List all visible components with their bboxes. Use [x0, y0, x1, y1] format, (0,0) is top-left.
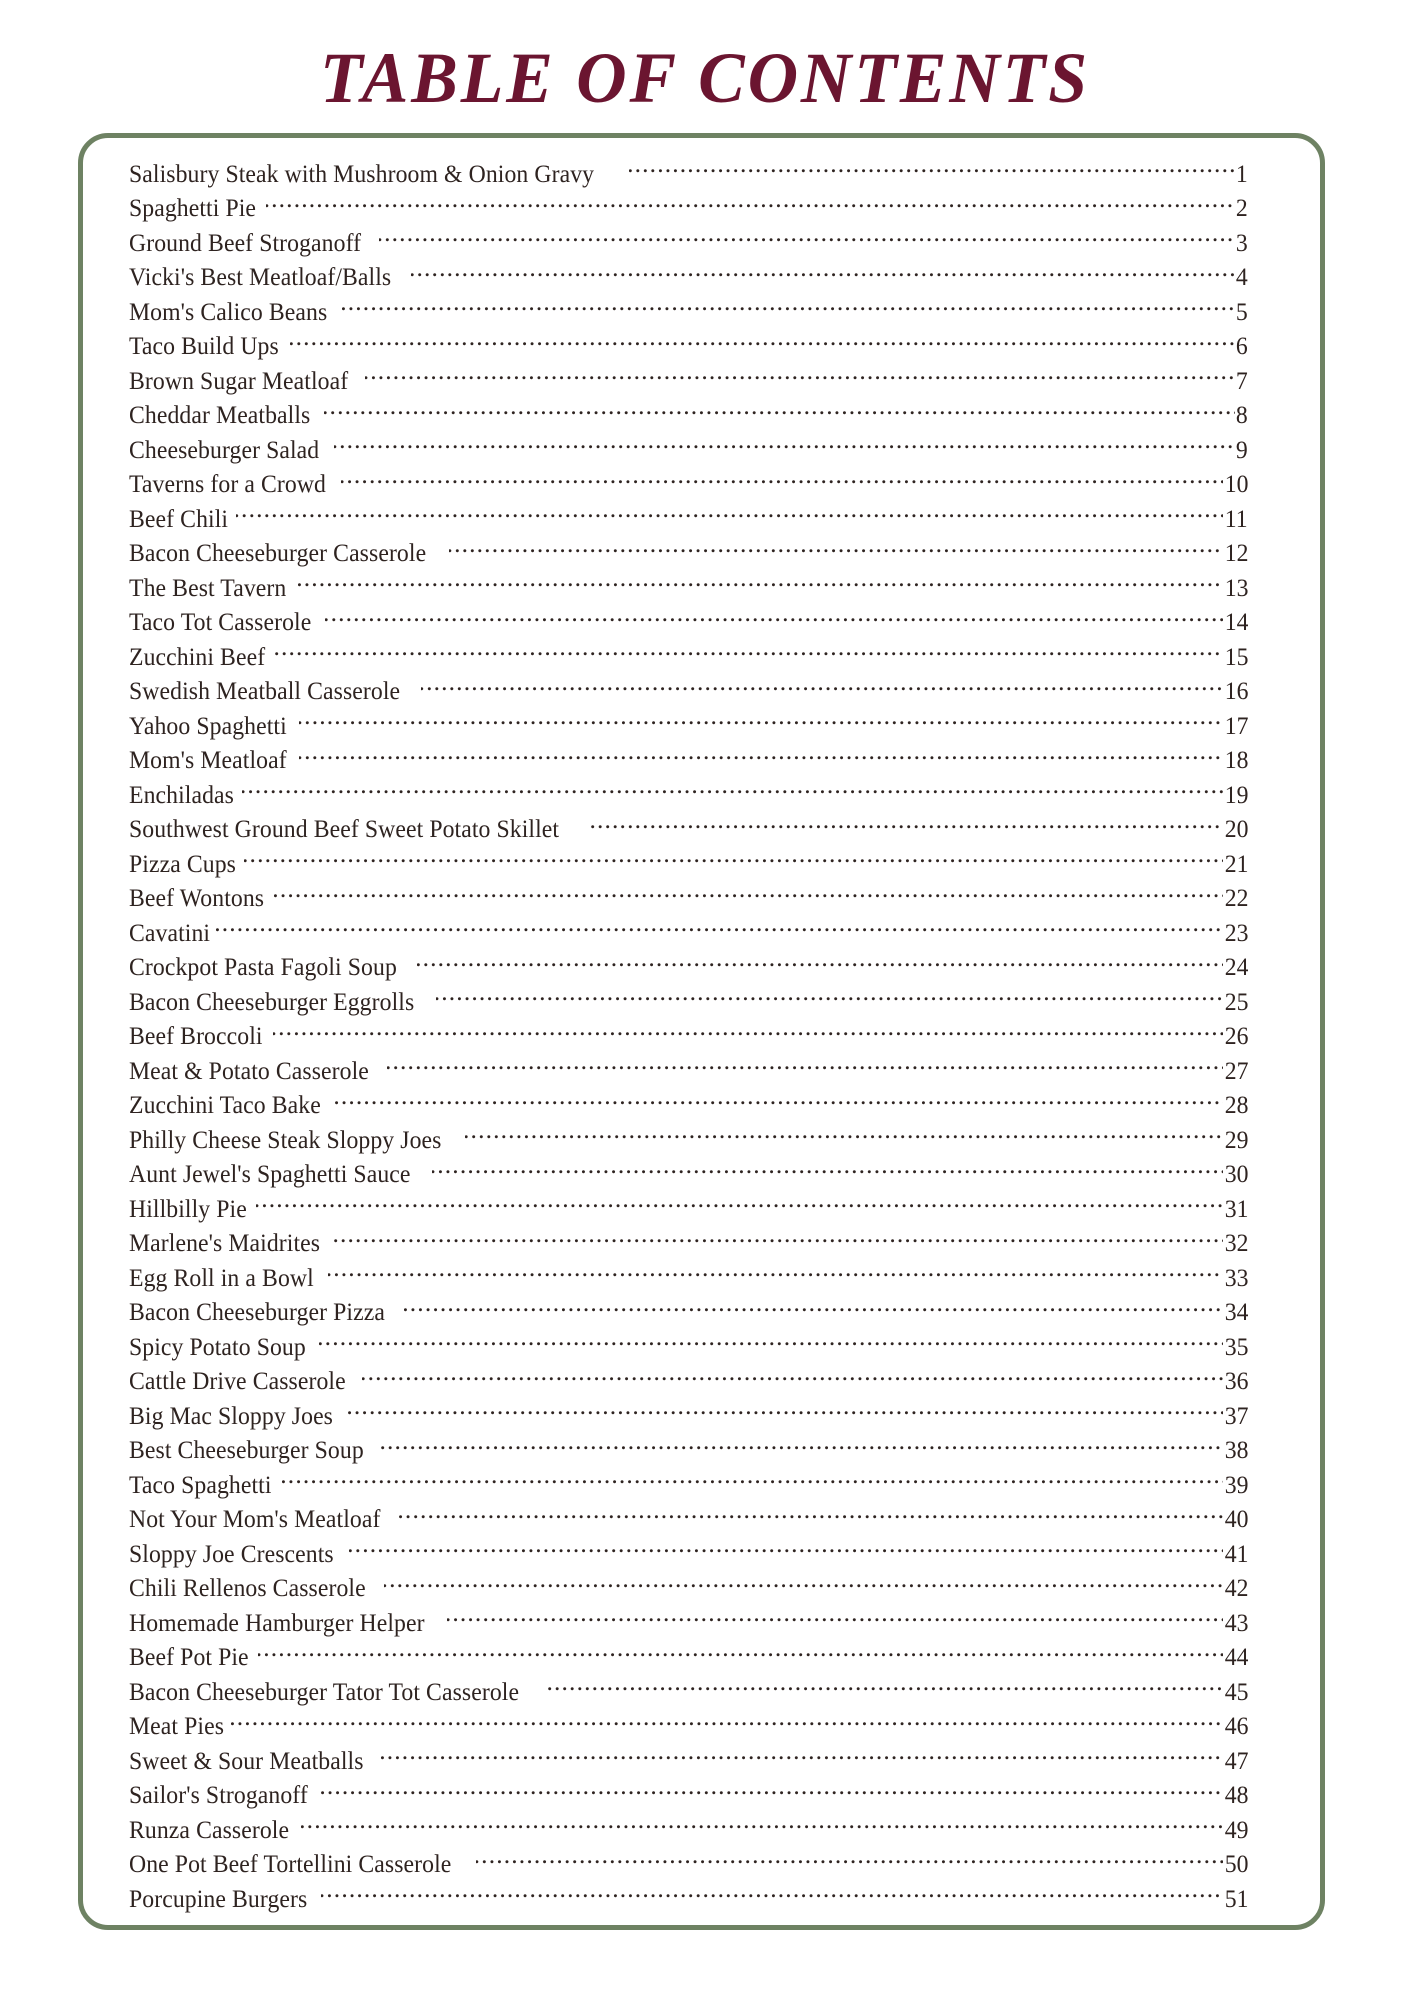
toc-entry[interactable]: [129, 225, 1248, 260]
toc-entry-page-number: 47: [1224, 1745, 1248, 1775]
toc-entry-title: Not Your Mom's Meatloaf: [129, 1504, 381, 1533]
toc-leader-dots: [328, 1260, 1223, 1286]
toc-entry-title: Big Mac Sloppy Joes: [129, 1400, 334, 1430]
toc-entry[interactable]: [129, 1502, 1248, 1537]
toc-leader-dots: [231, 1709, 1222, 1735]
toc-entry[interactable]: [129, 1019, 1248, 1054]
toc-entry[interactable]: [129, 1433, 1248, 1468]
toc-entry-title: Spicy Potato Soup: [129, 1331, 306, 1361]
toc-entry-title: Ground Beef Stroganoff: [129, 227, 362, 257]
toc-entry-page-number: 3: [1236, 227, 1248, 257]
toc-entry[interactable]: [129, 329, 1248, 364]
toc-entry-title: Cheeseburger Salad: [129, 434, 320, 464]
toc-leader-dots: [335, 1088, 1222, 1114]
toc-entry-page-number: 34: [1224, 1297, 1248, 1326]
toc-entry[interactable]: [129, 501, 1248, 536]
toc-entry-page-number: 30: [1224, 1159, 1248, 1188]
toc-leader-dots: [319, 1329, 1222, 1355]
toc-entry[interactable]: [129, 1536, 1248, 1571]
toc-entry-title: Beef Pot Pie: [129, 1642, 249, 1671]
toc-entry-page-number: 4: [1236, 262, 1248, 291]
toc-entry[interactable]: [129, 570, 1248, 605]
toc-leader-dots: [476, 1847, 1223, 1873]
toc-leader-dots: [301, 1812, 1222, 1838]
toc-entry[interactable]: [129, 1674, 1248, 1709]
toc-entry-title: Aunt Jewel's Spaghetti Sauce: [129, 1159, 411, 1188]
toc-entry[interactable]: [129, 605, 1248, 640]
toc-entry-title: Hillbilly Pie: [129, 1193, 247, 1223]
toc-entry-title: Runza Casserole: [129, 1814, 290, 1844]
toc-leader-dots: [417, 950, 1222, 976]
toc-leader-dots: [342, 294, 1235, 320]
toc-entry[interactable]: [129, 363, 1248, 398]
toc-list: [129, 156, 1248, 1916]
toc-leader-dots: [548, 1674, 1222, 1700]
toc-entry[interactable]: [129, 812, 1248, 847]
toc-entry-title: Taco Spaghetti: [129, 1469, 272, 1499]
toc-entry-page-number: 29: [1224, 1124, 1248, 1154]
toc-entry[interactable]: [129, 846, 1248, 881]
toc-leader-dots: [256, 1191, 1223, 1217]
toc-entry-page-number: 6: [1236, 331, 1248, 360]
toc-entry-page-number: 15: [1224, 641, 1248, 671]
toc-entry-page-number: 31: [1224, 1193, 1248, 1223]
toc-entry-page-number: 14: [1224, 607, 1248, 636]
toc-entry-title: Beef Wontons: [129, 883, 265, 912]
toc-entry-page-number: 46: [1224, 1711, 1248, 1740]
toc-entry-page-number: 7: [1236, 365, 1248, 395]
page-title: TABLE OF CONTENTS: [319, 38, 1090, 118]
toc-entry[interactable]: [129, 1122, 1248, 1157]
toc-entry[interactable]: [129, 1847, 1248, 1882]
toc-entry-title: Southwest Ground Beef Sweet Potato Skillet: [129, 814, 560, 843]
toc-entry[interactable]: [129, 915, 1248, 950]
toc-entry-page-number: 20: [1224, 814, 1248, 843]
toc-entry[interactable]: [129, 294, 1248, 329]
toc-entry[interactable]: [129, 881, 1248, 916]
toc-entry[interactable]: [129, 260, 1248, 295]
toc-leader-dots: [365, 363, 1236, 389]
toc-entry-title: Bacon Cheeseburger Tator Tot Casserole: [129, 1676, 520, 1706]
toc-entry-title: Bacon Cheeseburger Casserole: [129, 538, 427, 567]
toc-leader-dots: [399, 1502, 1222, 1528]
toc-entry[interactable]: [129, 1778, 1248, 1813]
toc-entry-title: Swedish Meatball Casserole: [129, 676, 401, 705]
toc-entry-title: Sailor's Stroganoff: [129, 1780, 308, 1809]
toc-leader-dots: [236, 501, 1224, 527]
toc-entry-title: Pizza Cups: [129, 848, 236, 878]
toc-entry-title: Beef Broccoli: [129, 1021, 263, 1050]
toc-panel: [78, 133, 1325, 1930]
toc-entry[interactable]: [129, 777, 1248, 812]
toc-entry-page-number: 17: [1224, 710, 1248, 740]
toc-entry-title: Best Cheeseburger Soup: [129, 1435, 364, 1464]
toc-entry[interactable]: [129, 191, 1248, 226]
toc-entry-title: Porcupine Burgers: [129, 1883, 308, 1913]
toc-entry-page-number: 32: [1224, 1228, 1248, 1257]
toc-leader-dots: [436, 984, 1223, 1010]
toc-entry[interactable]: [129, 1398, 1248, 1433]
toc-entry[interactable]: [129, 950, 1248, 985]
toc-entry-page-number: 9: [1236, 434, 1248, 464]
toc-entry-page-number: 51: [1224, 1883, 1248, 1913]
toc-leader-dots: [299, 708, 1223, 734]
toc-entry-page-number: 50: [1224, 1849, 1248, 1878]
toc-entry[interactable]: [129, 156, 1248, 191]
toc-entry[interactable]: [129, 639, 1248, 674]
toc-leader-dots: [387, 1053, 1223, 1079]
toc-entry-page-number: 21: [1224, 848, 1248, 878]
toc-entry[interactable]: [129, 1329, 1248, 1364]
toc-entry-title: Mom's Meatloaf: [129, 745, 287, 774]
toc-leader-dots: [334, 1226, 1222, 1252]
toc-entry-page-number: 37: [1224, 1400, 1248, 1430]
toc-entry-title: Cattle Drive Casserole: [129, 1366, 346, 1395]
toc-leader-dots: [348, 1398, 1222, 1424]
toc-entry-title: Chili Rellenos Casserole: [129, 1573, 366, 1602]
toc-entry-page-number: 11: [1225, 503, 1248, 533]
toc-entry[interactable]: [129, 1053, 1248, 1088]
toc-entry-page-number: 2: [1236, 193, 1248, 222]
toc-entry-title: Bacon Cheeseburger Pizza: [129, 1297, 385, 1326]
toc-entry-page-number: 27: [1224, 1055, 1248, 1085]
toc-entry-title: Meat Pies: [129, 1711, 225, 1740]
toc-leader-dots: [298, 570, 1222, 596]
toc-entry[interactable]: [129, 984, 1248, 1019]
toc-leader-dots: [381, 1433, 1222, 1459]
toc-entry-page-number: 44: [1224, 1642, 1248, 1671]
toc-leader-dots: [321, 1881, 1223, 1907]
toc-entry[interactable]: [129, 1812, 1248, 1847]
toc-entry-title: Vicki's Best Meatloaf/Balls: [129, 262, 392, 291]
toc-entry[interactable]: [129, 1709, 1248, 1744]
toc-entry-title: Taverns for a Crowd: [129, 469, 327, 498]
toc-entry-title: Sweet & Sour Meatballs: [129, 1745, 364, 1775]
toc-entry-page-number: 26: [1224, 1021, 1248, 1050]
toc-leader-dots: [325, 605, 1222, 631]
toc-leader-dots: [258, 1640, 1223, 1666]
toc-entry-page-number: 19: [1224, 779, 1248, 809]
toc-leader-dots: [629, 156, 1235, 182]
toc-leader-dots: [266, 191, 1236, 217]
toc-entry-title: Crockpot Pasta Fagoli Soup: [129, 952, 397, 981]
toc-leader-dots: [362, 1364, 1222, 1390]
toc-leader-dots: [384, 1571, 1223, 1597]
toc-leader-dots: [449, 536, 1223, 562]
toc-entry-title: Meat & Potato Casserole: [129, 1055, 369, 1085]
toc-entry[interactable]: [129, 398, 1248, 433]
toc-entry[interactable]: [129, 432, 1248, 467]
toc-entry[interactable]: [129, 674, 1248, 709]
toc-entry-page-number: 5: [1236, 296, 1248, 326]
toc-leader-dots: [465, 1122, 1222, 1148]
toc-entry-title: Homemade Hamburger Helper: [129, 1607, 425, 1637]
toc-leader-dots: [273, 1019, 1223, 1045]
toc-entry[interactable]: [129, 1157, 1248, 1192]
toc-entry-title: Mom's Calico Beans: [129, 296, 328, 326]
toc-entry-page-number: 49: [1224, 1814, 1248, 1844]
toc-entry[interactable]: [129, 1467, 1248, 1502]
toc-entry-page-number: 13: [1224, 572, 1248, 602]
toc-entry[interactable]: [129, 1571, 1248, 1606]
toc-entry-page-number: 45: [1224, 1676, 1248, 1706]
toc-entry-title: Cheddar Meatballs: [129, 400, 311, 429]
toc-entry-page-number: 35: [1224, 1331, 1248, 1361]
toc-entry[interactable]: [129, 1640, 1248, 1675]
toc-leader-dots: [341, 467, 1223, 493]
toc-entry[interactable]: [129, 467, 1248, 502]
toc-entry-title: Beef Chili: [129, 503, 229, 533]
toc-entry-title: Spaghetti Pie: [129, 193, 257, 222]
toc-leader-dots: [421, 674, 1223, 700]
toc-entry-page-number: 8: [1236, 400, 1248, 429]
toc-leader-dots: [274, 881, 1222, 907]
toc-entry-page-number: 24: [1224, 952, 1248, 981]
toc-entry[interactable]: [129, 708, 1248, 743]
toc-entry-page-number: 42: [1224, 1573, 1248, 1602]
toc-entry[interactable]: [129, 1191, 1248, 1226]
toc-leader-dots: [282, 1467, 1222, 1493]
toc-entry-title: One Pot Beef Tortellini Casserole: [129, 1849, 452, 1878]
toc-entry-page-number: 40: [1224, 1504, 1248, 1533]
toc-leader-dots: [275, 639, 1222, 665]
toc-entry-page-number: 36: [1224, 1366, 1248, 1395]
toc-entry-page-number: 12: [1224, 538, 1248, 567]
toc-leader-dots: [432, 1157, 1223, 1183]
toc-entry[interactable]: [129, 1881, 1248, 1916]
toc-leader-dots: [447, 1605, 1223, 1631]
toc-leader-dots: [216, 915, 1222, 941]
toc-entry-title: Enchiladas: [129, 779, 234, 809]
toc-entry[interactable]: [129, 1260, 1248, 1295]
toc-entry-title: Zucchini Taco Bake: [129, 1090, 321, 1119]
toc-entry[interactable]: [129, 1743, 1248, 1778]
toc-leader-dots: [324, 398, 1235, 424]
toc-entry-page-number: 1: [1236, 158, 1248, 188]
toc-leader-dots: [321, 1778, 1222, 1804]
toc-entry[interactable]: [129, 1364, 1248, 1399]
toc-entry-page-number: 18: [1224, 745, 1248, 774]
toc-leader-dots: [379, 225, 1236, 251]
toc-entry-title: Marlene's Maidrites: [129, 1228, 321, 1257]
toc-entry[interactable]: [129, 1088, 1248, 1123]
toc-entry[interactable]: [129, 1226, 1248, 1261]
toc-entry-title: Egg Roll in a Bowl: [129, 1262, 314, 1292]
toc-entry-page-number: 41: [1224, 1538, 1248, 1568]
toc-entry-title: Sloppy Joe Crescents: [129, 1538, 334, 1568]
toc-entry-page-number: 39: [1224, 1469, 1248, 1499]
toc-leader-dots: [244, 846, 1222, 872]
toc-leader-dots: [591, 812, 1222, 838]
toc-entry-page-number: 38: [1224, 1435, 1248, 1464]
toc-entry-page-number: 28: [1224, 1090, 1248, 1119]
toc-entry-title: Bacon Cheeseburger Eggrolls: [129, 986, 415, 1016]
toc-entry-page-number: 25: [1224, 986, 1248, 1016]
toc-leader-dots: [411, 260, 1235, 286]
toc-entry-page-number: 16: [1224, 676, 1248, 705]
toc-leader-dots: [242, 777, 1223, 803]
toc-entry-title: Taco Build Ups: [129, 331, 279, 360]
toc-entry[interactable]: [129, 536, 1248, 571]
toc-entry-title: Salisbury Steak with Mushroom & Onion Gravy: [129, 158, 595, 188]
toc-entry[interactable]: [129, 743, 1248, 778]
toc-leader-dots: [299, 743, 1223, 769]
toc-leader-dots: [349, 1536, 1222, 1562]
toc-leader-dots: [404, 1295, 1222, 1321]
toc-leader-dots: [290, 329, 1235, 355]
toc-entry-title: Philly Cheese Steak Sloppy Joes: [129, 1124, 442, 1154]
toc-entry[interactable]: [129, 1605, 1248, 1640]
toc-entry-title: Taco Tot Casserole: [129, 607, 312, 636]
toc-entry-page-number: 48: [1224, 1780, 1248, 1809]
toc-entry-page-number: 43: [1224, 1607, 1248, 1637]
toc-entry-title: Zucchini Beef: [129, 641, 266, 671]
toc-entry-page-number: 22: [1224, 883, 1248, 912]
toc-entry-page-number: 33: [1224, 1262, 1248, 1292]
toc-entry-page-number: 23: [1224, 917, 1248, 947]
toc-leader-dots: [334, 432, 1236, 458]
toc-entry-title: Yahoo Spaghetti: [129, 710, 287, 740]
toc-entry-title: Brown Sugar Meatloaf: [129, 365, 349, 395]
toc-entry[interactable]: [129, 1295, 1248, 1330]
toc-entry-title: The Best Tavern: [129, 572, 287, 602]
toc-entry-title: Cavatini: [129, 917, 211, 947]
toc-entry-page-number: 10: [1224, 469, 1248, 498]
toc-leader-dots: [381, 1743, 1222, 1769]
